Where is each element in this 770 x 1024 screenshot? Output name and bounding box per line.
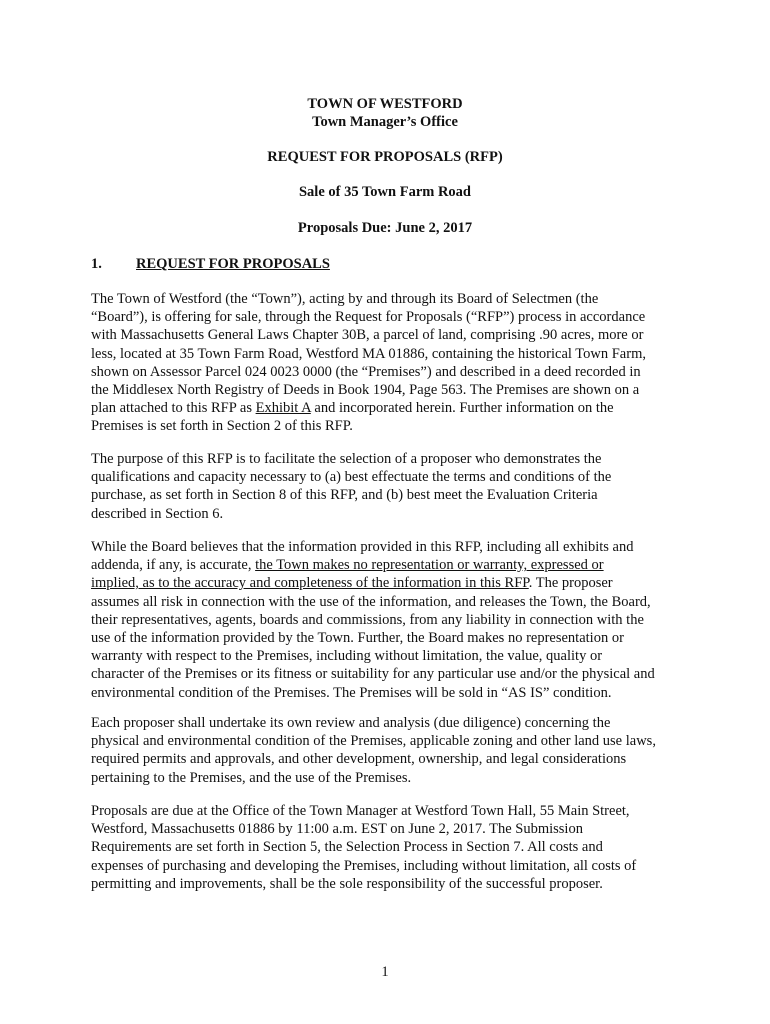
text-line: the Middlesex North Registry of Deeds in Book 1904, Page 563. The Premises are shown on a <box>91 382 640 399</box>
text-line: warranty with respect to the Premises, including without limitation, the value, quality or <box>91 648 603 665</box>
text-line: “Board”), is offering for sale, through the Request for Proposals (“RFP”) process in accordance <box>91 309 646 326</box>
text-line: Requirements are set forth in Section 5, the Selection Process in Section 7. All costs and <box>91 839 603 856</box>
text-line: described in Section 6. <box>91 505 224 522</box>
section-title: REQUEST FOR PROPOSALS <box>136 256 330 272</box>
text-line: Premises is set forth in Section 2 of this RFP. <box>91 418 353 435</box>
text-line: physical and environmental condition of the Premises, applicable zoning and other land use laws, <box>91 733 656 750</box>
rfp-title: REQUEST FOR PROPOSALS (RFP) <box>267 149 503 165</box>
text-line: required permits and approvals, and other development, ownership, and legal considerations <box>91 751 627 768</box>
text-line: character of the Premises or its fitness or suitability for any particular use and/or the physical and <box>91 666 655 683</box>
text-line: The Town of Westford (the “Town”), acting by and through its Board of Selectmen (the <box>91 291 599 307</box>
text-line: The purpose of this RFP is to facilitate the selection of a proposer who demonstrates the <box>91 451 602 467</box>
town-name-heading: TOWN OF WESTFORD <box>307 96 463 112</box>
text-line <box>91 574 691 592</box>
underlined-text: the Town makes no representation or warranty, expressed or <box>255 557 604 574</box>
paragraph-intro <box>91 290 691 436</box>
text-line: pertaining to the Premises, and the use of the Premises. <box>91 769 412 786</box>
text-line: Westford, Massachusetts 01886 by 11:00 a.m. EST on June 2, 2017. The Submission <box>91 821 583 838</box>
text-line: Each proposer shall undertake its own review and analysis (due diligence) concerning the <box>91 715 611 731</box>
text-line: use of the information provided by the Town. Further, the Board makes no representation or <box>91 630 624 647</box>
paragraph-disclaimer <box>91 538 691 702</box>
section-1-heading <box>91 255 330 274</box>
text-fragment: . The proposer <box>528 575 613 592</box>
section-number: 1. <box>91 256 102 272</box>
text-line: environmental condition of the Premises. The Premises will be sold in “AS IS” condition. <box>91 684 612 701</box>
text-line: expenses of purchasing and developing the Premises, including without limitation, all costs of <box>91 857 637 874</box>
office-subheading: Town Manager’s Office <box>312 114 458 130</box>
text-line: their representatives, agents, boards and commissions, from any liability in connection with the <box>91 611 644 628</box>
text-fragment: plan attached to this RFP as <box>91 400 256 417</box>
exhibit-a-link[interactable]: Exhibit A <box>255 400 311 417</box>
text-line: assumes all risk in connection with the use of the information, and releases the Town, the Board, <box>91 593 651 610</box>
text-line: While the Board believes that the information provided in this RFP, including all exhibits and <box>91 539 634 555</box>
text-line: shown on Assessor Parcel 024 0023 0000 (the “Premises”) and described in a deed recorded in <box>91 363 641 380</box>
due-date: Proposals Due: June 2, 2017 <box>297 220 473 236</box>
paragraph-purpose <box>91 450 691 523</box>
text-fragment: addenda, if any, is accurate, <box>91 557 256 574</box>
text-line: permitting and improvements, shall be the sole responsibility of the successful proposer. <box>91 875 603 892</box>
text-line <box>91 399 691 417</box>
text-line <box>91 556 691 574</box>
underlined-text: implied, as to the accuracy and completeness of the information in this RFP <box>91 575 529 592</box>
text-line: qualifications and capacity necessary to (a) best effectuate the terms and conditions of the <box>91 469 612 486</box>
page-number: 1 <box>381 964 389 980</box>
text-line: purchase, as set forth in Section 8 of this RFP, and (b) best meet the Evaluation Criteria <box>91 487 598 504</box>
text-fragment: and incorporated herein. Further information on the <box>310 400 614 417</box>
text-line: less, located at 35 Town Farm Road, Westford MA 01886, containing the historical Town Farm, <box>91 345 646 362</box>
paragraph-submission <box>91 802 691 893</box>
text-line: with Massachusetts General Laws Chapter 30B, a parcel of land, comprising .90 acres, more or <box>91 327 644 344</box>
paragraph-due-diligence <box>91 714 691 787</box>
sale-title: Sale of 35 Town Farm Road <box>298 184 471 200</box>
text-line: Proposals are due at the Office of the Town Manager at Westford Town Hall, 55 Main Street, <box>91 803 630 819</box>
